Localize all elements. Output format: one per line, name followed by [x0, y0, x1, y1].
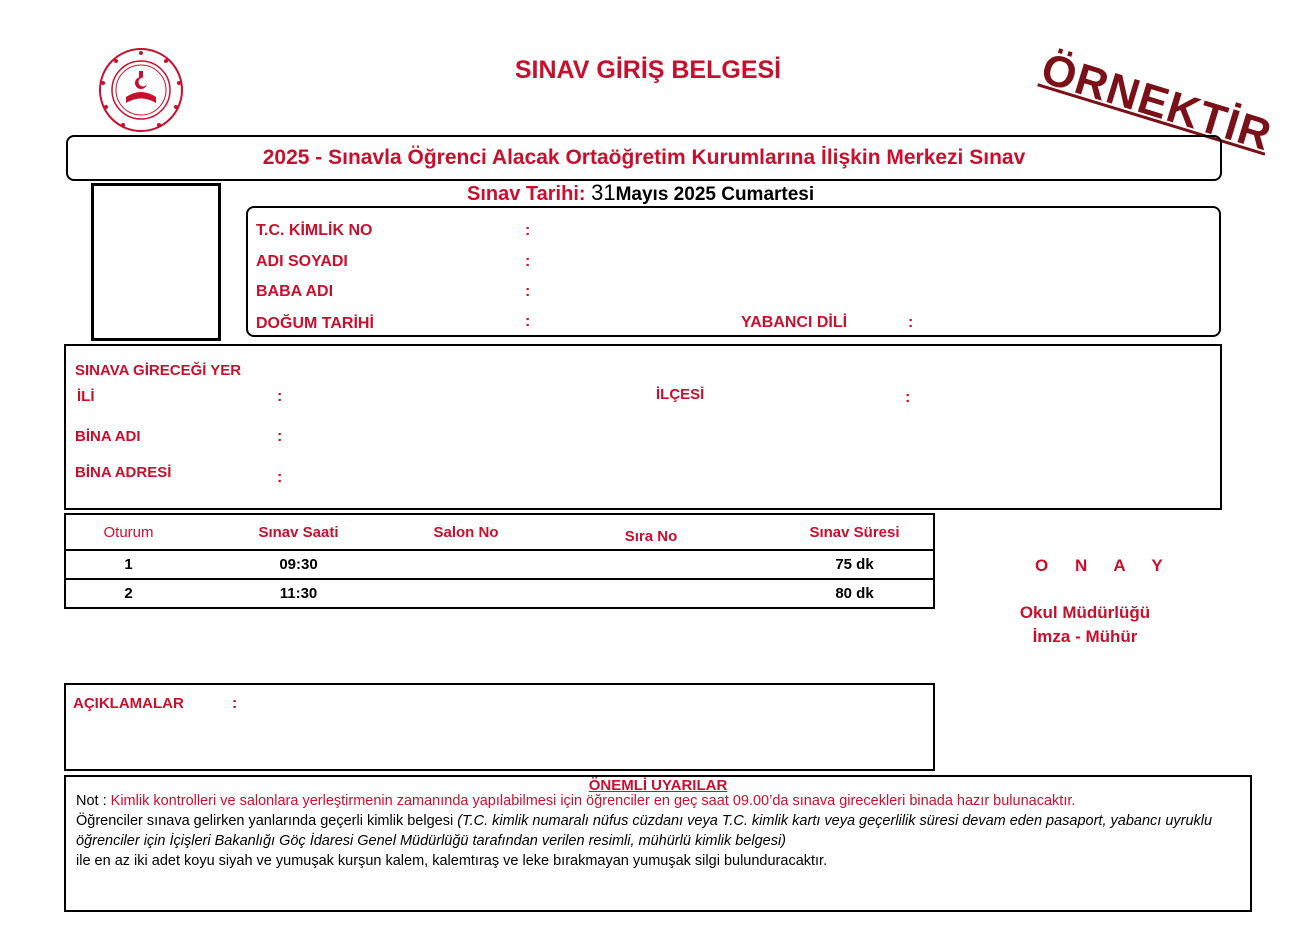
sessions-table — [64, 513, 935, 609]
building-label: BİNA ADI — [75, 428, 141, 445]
col-seat: Sıra No — [526, 514, 776, 550]
warning-line-3: ile en az iki adet koyu siyah ve yumuşak kurşun kalem, kalemtıraş ve leke bırakmayan yumuşak silgi bulunduracaktır. — [76, 853, 828, 869]
session-cell: 1 — [65, 550, 191, 579]
language-colon: : — [908, 314, 914, 331]
language-label: YABANCI DİLİ — [741, 314, 848, 331]
father-colon: : — [525, 283, 531, 300]
notes-label: AÇIKLAMALAR — [73, 695, 184, 712]
exam-date-day: 31 — [591, 180, 616, 205]
session-cell: 2 — [124, 585, 133, 602]
seat-cell — [526, 579, 776, 608]
district-colon: : — [905, 389, 911, 406]
name-colon: : — [525, 253, 531, 270]
tc-colon: : — [525, 222, 531, 239]
exam-date — [467, 180, 814, 206]
table-row — [65, 579, 934, 608]
warning-line-2: Öğrenciler sınava gelirken yanlarında geçerli kimlik belgesi — [76, 813, 454, 829]
sessions-header-row — [65, 514, 934, 550]
warnings-body — [76, 791, 1236, 871]
city-colon: : — [277, 388, 283, 405]
exam-date-rest: Mayıs 2025 Cumartesi — [615, 184, 815, 205]
exam-place-box — [64, 344, 1222, 510]
sample-stamp: ÖRNEKTİR — [1035, 44, 1278, 161]
duration-cell: 75 dk — [776, 550, 934, 579]
warnings-box — [64, 775, 1252, 912]
tc-label: T.C. KİMLİK NO — [256, 222, 373, 239]
approval-office: Okul Müdürlüğü — [1019, 603, 1151, 622]
approval-signature: İmza - Mühür — [1032, 627, 1138, 646]
birth-colon: : — [525, 313, 531, 330]
exam-name: 2025 - Sınavla Öğrenci Alacak Ortaöğretim Kurumlarına İlişkin Merkezi Sınav — [262, 146, 1026, 169]
exam-date-label: Sınav Tarihi: — [467, 183, 586, 205]
notes-colon: : — [232, 695, 238, 712]
approval-title: O N A Y — [1035, 556, 1174, 575]
time-cell: 09:30 — [191, 550, 406, 579]
hall-cell — [406, 550, 526, 579]
warning-line-2-italic: (T.C. kimlik numaralı nüfus cüzdanı veya T.C. kimlik kartı veya geçerlilik süresi devam eden pasaport, yabancı uyruklu öğrenciler için İçişleri Bakanlığı Göç İdaresi Genel Müdürlüğü tarafından verilen resimli, mühürlü kimlik belgesi) — [76, 813, 1213, 849]
exam-name-box — [66, 135, 1222, 181]
warnings-title: ÖNEMLİ UYARILAR — [588, 777, 728, 794]
note-label: Not : — [76, 793, 107, 809]
address-label: BİNA ADRESİ — [75, 464, 172, 481]
col-hall: Salon No — [406, 514, 526, 550]
table-row — [65, 550, 934, 579]
hall-cell — [406, 579, 526, 608]
photo-frame — [91, 183, 221, 341]
col-session: Oturum — [65, 514, 191, 550]
duration-cell: 80 dk — [835, 585, 874, 602]
student-info-box — [246, 206, 1221, 337]
col-duration: Sınav Süresi — [776, 514, 934, 550]
district-label: İLÇESİ — [656, 386, 705, 403]
warning-line-1: Kimlik kontrolleri ve salonlara yerleştirmenin zamanında yapılabilmesi için öğrenciler en geç saat 09.00’da sınava girecekleri binada hazır bulunacaktır. — [110, 793, 1076, 809]
notes-box — [64, 683, 935, 771]
building-colon: : — [277, 428, 283, 445]
place-heading: SINAVA GİRECEĞİ YER — [75, 362, 242, 379]
document-title: SINAV GİRİŞ BELGESİ — [514, 56, 782, 84]
name-label: ADI SOYADI — [256, 253, 348, 270]
city-label: İLİ — [77, 388, 95, 405]
col-time: Sınav Saati — [191, 514, 406, 550]
address-colon: : — [277, 469, 283, 486]
seat-cell — [526, 550, 776, 579]
time-cell: 11:30 — [279, 585, 318, 602]
father-label: BABA ADI — [256, 283, 334, 300]
birth-label: DOĞUM TARİHİ — [256, 315, 374, 332]
